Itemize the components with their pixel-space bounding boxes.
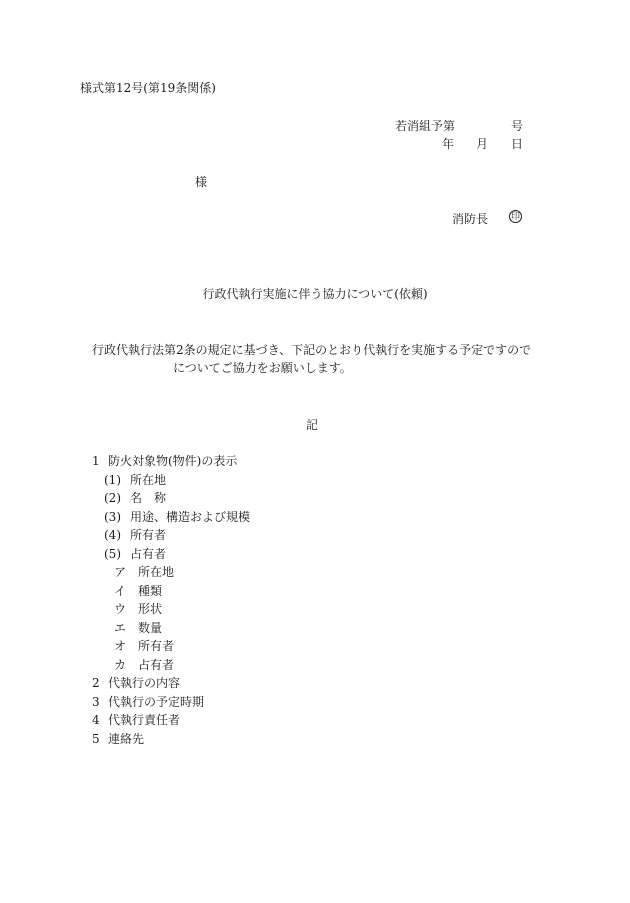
date-month: 月 (476, 137, 489, 151)
outline-item (92, 621, 250, 640)
outline-item-number: カ (114, 657, 127, 672)
outline-item-number: オ (114, 639, 127, 653)
reference-number-suffix: 号 (511, 119, 524, 133)
outline-item-text: 用途、構造および規模 (130, 509, 251, 524)
outline-item (92, 584, 250, 603)
outline-item (92, 695, 250, 714)
outline-list (92, 454, 250, 750)
outline-item-number: (4) (104, 528, 121, 542)
outline-item (92, 658, 250, 677)
outline-item (92, 602, 250, 621)
outline-item-number: (2) (104, 491, 121, 505)
reference-number-prefix: 若消組予第 (395, 119, 456, 133)
outline-item-text: 所有者 (130, 528, 167, 542)
outline-item-text: 連絡先 (108, 731, 145, 746)
outline-item (92, 510, 250, 529)
outline-item-number: (5) (104, 546, 121, 561)
form-number: 様式第12号(第19条関係) (80, 81, 216, 95)
outline-item (92, 454, 250, 473)
outline-item (92, 676, 250, 695)
outline-item (92, 713, 250, 732)
outline-item-text: 種類 (138, 583, 163, 598)
outline-item-number: ウ (114, 602, 127, 616)
outline-item-text: 占有者 (138, 657, 175, 672)
body-text-line-1: 行政代執行法第2条の規定に基づき、下記のとおり代執行を実施する予定ですので (92, 343, 532, 357)
ki-heading: 記 (306, 418, 319, 432)
outline-item-text: 所有者 (138, 639, 175, 653)
outline-item-text: 防火対象物(物件)の表示 (108, 454, 238, 468)
outline-item-number: イ (114, 583, 127, 598)
outline-item (92, 639, 250, 658)
outline-item-number: 2 (92, 676, 100, 690)
outline-item (92, 547, 250, 566)
outline-item-text: 形状 (138, 602, 163, 616)
outline-item-text: 数量 (138, 620, 163, 635)
outline-item-number: 3 (92, 694, 100, 709)
date-day: 日 (511, 137, 524, 151)
outline-item-number: 5 (92, 731, 100, 746)
outline-item-number: 1 (92, 454, 100, 468)
outline-item (92, 565, 250, 584)
outline-item (92, 732, 250, 751)
date-year: 年 (442, 137, 455, 151)
outline-item-number: (3) (104, 509, 121, 524)
outline-item-text: 所在地 (138, 565, 175, 579)
document-title: 行政代執行実施に伴う協力について(依頼) (202, 287, 428, 301)
outline-item-text: 代執行責任者 (108, 713, 181, 727)
outline-item-text: 名 称 (130, 491, 167, 505)
outline-item-number: ア (114, 565, 127, 579)
outline-item-text: 所在地 (130, 472, 167, 487)
outline-item (92, 528, 250, 547)
outline-item-text: 代執行の予定時期 (108, 694, 205, 709)
sender-title: 消防長 (452, 212, 489, 226)
body-text-line-2: についてご協力をお願いします。 (173, 361, 352, 375)
addressee-honorific: 様 (195, 175, 208, 189)
outline-item (92, 473, 250, 492)
outline-item-number: (1) (104, 472, 121, 487)
outline-item-text: 代執行の内容 (108, 676, 181, 690)
outline-item-text: 占有者 (130, 546, 167, 561)
seal-stamp-icon: 印 (510, 212, 520, 222)
outline-item-number: 4 (92, 713, 100, 727)
outline-item-number: エ (114, 620, 127, 635)
outline-item (92, 491, 250, 510)
